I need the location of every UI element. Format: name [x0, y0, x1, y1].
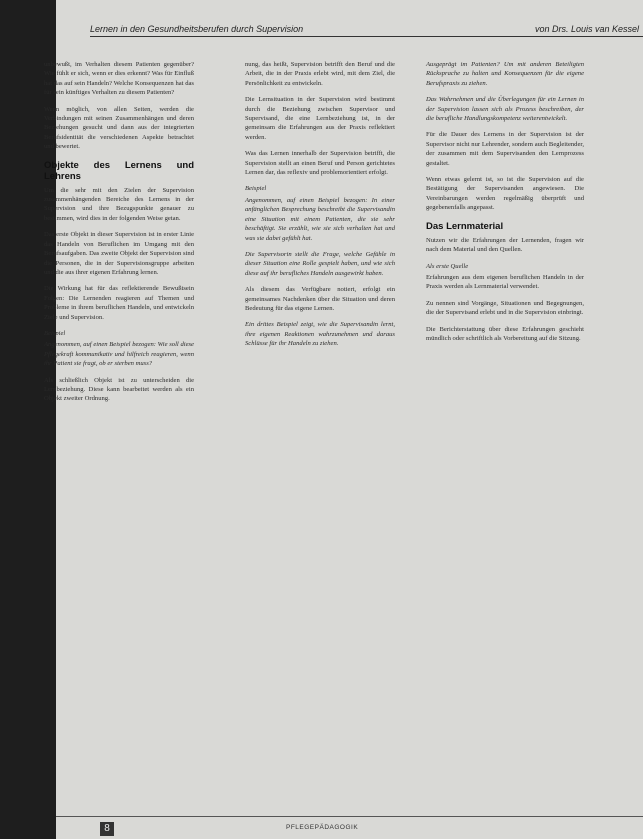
paragraph: Erfahrungen aus dem eigenen beruflichen Handeln in der Praxis werden als Lernmaterial verwendet. [426, 273, 584, 291]
section-heading: Objekte des Lernens und Lehrens [44, 159, 194, 182]
subsection-label: Als erste Quelle [426, 262, 469, 270]
page-number: 8 [100, 822, 114, 836]
paragraph: Angenommen, auf einen Beispiel bezogen: Wie soll diese Pflegekraft kommunikativ und hilfreich reagieren, wenn ihr Patient sie fragt, ob er sterben muss? [44, 341, 194, 368]
section-heading: Das Lernmaterial [426, 220, 504, 232]
running-header [90, 24, 643, 37]
paragraph: Als diesem das Verfügbare notiert, erfolgt ein gemeinsames Nachdenken über die Situation und deren Bedeutung für das eigene Lernen. [245, 286, 395, 312]
paragraph: Um die sehr mit den Zielen der Supervision zusammenhängenden Bereiche des Lernens in der Supervision und ihre Bezugspunkte genauer zu bestimmen, wird dies in der folgenden Weise getan. [44, 186, 194, 222]
paragraph: Wenn möglich, von allen Seiten, werden die Verbindungen mit seinen Zusammenhängen und deren Beziehungen gesucht und dann aus der integrierten Berufsidentität die verschiedenen Aspekte betrachtet und bewertet. [44, 105, 194, 151]
paragraph: unbewußt, im Verhalten diesem Patienten gegenüber? Wie fühlt er sich, wenn er dies erkennt? Was für Einfluß hat das auf sein Handeln? Welche Konsequenzen hat das für sein künftiges Verhalten zu diesem Patienten? [44, 61, 194, 97]
paragraph: Ausgeprägt im Patienten? Um mit anderen Beteiligten Rücksprache zu halten und Konsequenzen für die eigene Berufspraxis zu ziehen. [426, 61, 584, 87]
header-right: von Drs. Louis van Kessel [534, 24, 639, 34]
paragraph: Als schließlich Objekt ist zu unterscheiden die Lernbeziehung. Diese kann bearbeitet werden als ein Objekt zweiter Ordnung. [44, 376, 194, 403]
paragraph: nung, das heißt, Supervision betrifft den Beruf und die Arbeit, die in der Praxis erlebt wird, mit dem Ziel, die Persönlichkeit zu entwickeln. [245, 61, 395, 87]
paragraph: Die Berichterstattung über diese Erfahrungen geschieht mündlich oder schriftlich als Vorbereitung auf die Sitzung. [426, 325, 584, 342]
example-label: Beispiel [245, 185, 267, 193]
column-2 [245, 60, 395, 356]
paragraph: Für die Dauer des Lernens in der Supervision ist der Supervisor nicht nur Lehrender, sondern auch Begleitender, der zusammen mit dem Supervisanden den Lernprozess gestaltet. [426, 131, 584, 167]
paragraph: Ein drittes Beispiel zeigt, wie die Supervisandin lernt, ihre eigenen Reaktionen wahrzunehmen und daraus Schlüsse für ihr Handeln zu ziehen. [245, 321, 395, 348]
page-footer [56, 816, 643, 839]
column-1 [44, 60, 194, 411]
paragraph: Die Lernsituation in der Supervision wird bestimmt durch die Beziehung zwischen Supervisor und Supervisand, die eine Lernbeziehung ist, in der gemeinsam die Erfahrungen aus der Praxis reflektiert werden. [245, 96, 395, 141]
paragraph: Das Wahrnehmen und die Überlegungen für ein Lernen in der Supervision lassen sich als Prozess beschreiben, der die berufliche Handlungskompetenz weiterentwickelt. [426, 96, 584, 123]
paragraph: Die Wirkung hat für das reflektierende Bewußtsein Folgen: Die Lernenden reagieren auf Themen und Probleme in ihrem beruflichen Handeln, und entwickeln Ziele und Supervision. [44, 285, 194, 321]
paragraph: Zu nennen sind Vorgänge, Situationen und Begegnungen, die der Supervisand erlebt und in die Supervision einbringt. [426, 299, 584, 317]
journal-name: PFLEGEPÄDAGOGIK [286, 824, 359, 831]
paragraph: Wenn etwas gelernt ist, so ist die Supervision auf die Bestätigung der Supervisanden angewiesen. Die Vereinbarungen werden regelmäßig überprüft und gegebenenfalls angepasst. [426, 176, 584, 212]
paragraph: Was das Lernen innerhalb der Supervision betrifft, die Supervision stellt an einen Beruf und Person gerichtetes Lernen dar, das reflexiv und problemorientiert erfolgt. [245, 150, 395, 177]
example-label: Beispiel [44, 329, 66, 337]
column-3 [426, 60, 584, 350]
header-left: Lernen in den Gesundheitsberufen durch Supervision [90, 24, 304, 34]
paragraph: Nutzen wir die Erfahrungen der Lernenden, fragen wir nach dem Material und den Quellen. [426, 236, 584, 254]
paragraph: Das erste Objekt in dieser Supervision ist in erster Linie das Handeln von Beruflichen im Umgang mit den Berufsaufgaben. Das zweite Objekt der Supervision sind die Personen, die in der Supervisionsgruppe arbeiten und die aus ihrer eigenen Erfahrung lernen. [44, 231, 194, 276]
paragraph: Angenommen, auf einen Beispiel bezogen: In einer anfänglichen Besprechung beschreibt die Supervisandin eine Situation mit einem Patienten, die sie sehr beschäftigt. Sie erzählt, wie sie sich verhalten hat und was sie dabei gefühlt hat. [245, 196, 395, 242]
paragraph: Die Supervisorin stellt die Frage, welche Gefühle in dieser Situation eine Rolle gespielt haben, und wie sich diese auf ihr berufliches Handeln ausgewirkt haben. [245, 250, 395, 277]
